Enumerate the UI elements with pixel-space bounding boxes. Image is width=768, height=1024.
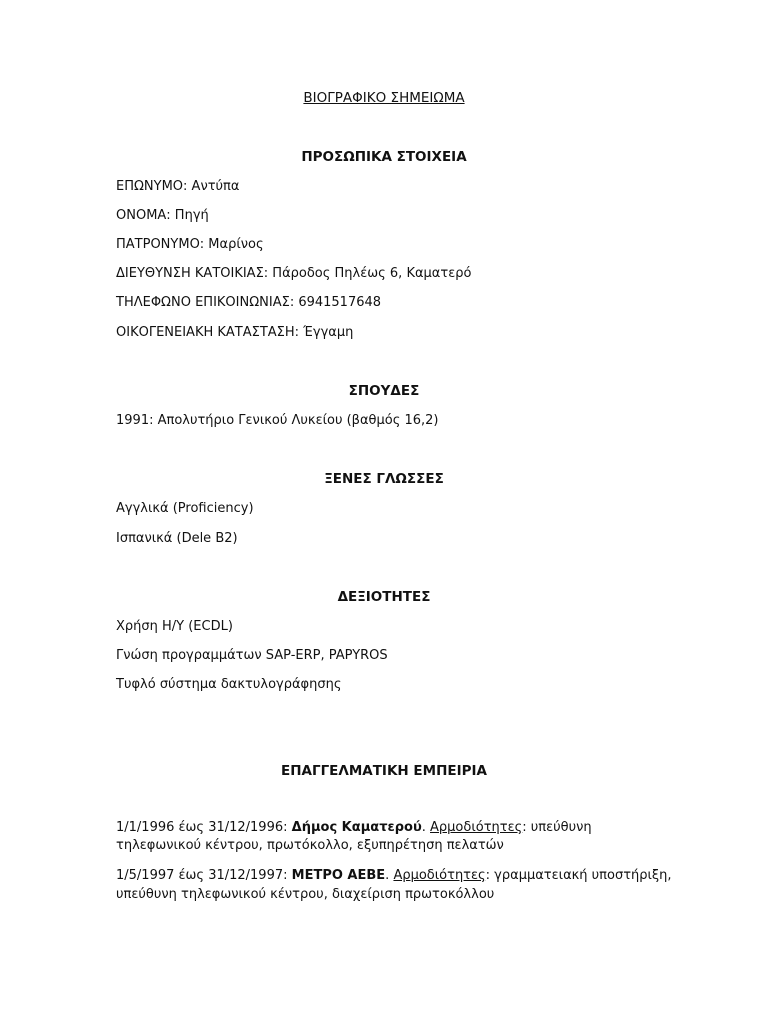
experience-duties-label: Αρμοδιότητες <box>393 868 486 883</box>
experience-entry-2-line-1 <box>116 867 672 885</box>
experience-separator: . <box>385 868 394 883</box>
experience-entry-1-line-2: τηλεφωνικού κέντρου, πρωτόκολλο, εξυπηρέτηση πελατών <box>116 838 504 853</box>
section-heading-studies: ΣΠΟΥΔΕΣ <box>348 383 420 399</box>
personal-address: ΔΙΕΥΘΥΝΣΗ ΚΑΤΟΙΚΙΑΣ: Πάροδος Πηλέως 6, Καματερό <box>116 266 472 281</box>
language-item-spanish: Ισπανικά (Dele B2) <box>116 531 238 546</box>
skill-item-software: Γνώση προγραμμάτων SAP-ERP, PAPYROS <box>116 648 388 663</box>
personal-surname: ΕΠΩΝΥΜΟ: Αντύπα <box>116 179 240 194</box>
experience-duties: : υπεύθυνη <box>522 820 592 835</box>
personal-phone: ΤΗΛΕΦΩΝΟ ΕΠΙΚΟΙΝΩΝΙΑΣ: 6941517648 <box>116 295 382 310</box>
experience-period: 1/1/1996 έως 31/12/1996: <box>116 820 292 835</box>
experience-employer: ΜΕΤΡΟ ΑΕΒΕ <box>291 868 386 883</box>
personal-marital-status: ΟΙΚΟΓΕΝΕΙΑΚΗ ΚΑΤΑΣΤΑΣΗ: Έγγαμη <box>116 325 354 340</box>
experience-entry-2-line-2: υπεύθυνη τηλεφωνικού κέντρου, διαχείριση πρωτοκόλλου <box>116 887 495 902</box>
personal-name: ΟΝΟΜΑ: Πηγή <box>116 208 209 223</box>
experience-separator: . <box>421 820 431 835</box>
skill-item-typing: Τυφλό σύστημα δακτυλογράφησης <box>116 677 342 692</box>
document-title: ΒΙΟΓΡΑΦΙΚΟ ΣΗΜΕΙΩΜΑ <box>303 90 465 106</box>
section-heading-skills: ΔΕΞΙΟΤΗΤΕΣ <box>337 589 431 605</box>
skill-item-ecdl: Χρήση Η/Υ (ECDL) <box>116 619 233 634</box>
experience-employer: Δήμος Καματερού <box>291 820 422 835</box>
language-item-english: Αγγλικά (Proficiency) <box>116 501 254 516</box>
section-heading-personal: ΠΡΟΣΩΠΙΚΑ ΣΤΟΙΧΕΙΑ <box>301 149 467 165</box>
experience-duties: : γραμματειακή υποστήριξη, <box>485 868 672 883</box>
experience-period: 1/5/1997 έως 31/12/1997: <box>116 868 292 883</box>
studies-item: 1991: Απολυτήριο Γενικού Λυκείου (βαθμός 16,2) <box>116 413 439 428</box>
section-heading-experience: ΕΠΑΓΓΕΛΜΑΤΙΚΗ ΕΜΠΕΙΡΙΑ <box>281 763 487 779</box>
personal-father-name: ΠΑΤΡΟΝΥΜΟ: Μαρίνος <box>116 237 264 252</box>
experience-entry-1-line-1 <box>116 819 592 837</box>
section-heading-languages: ΞΕΝΕΣ ΓΛΩΣΣΕΣ <box>324 471 444 487</box>
experience-duties-label: Αρμοδιότητες <box>430 820 523 835</box>
